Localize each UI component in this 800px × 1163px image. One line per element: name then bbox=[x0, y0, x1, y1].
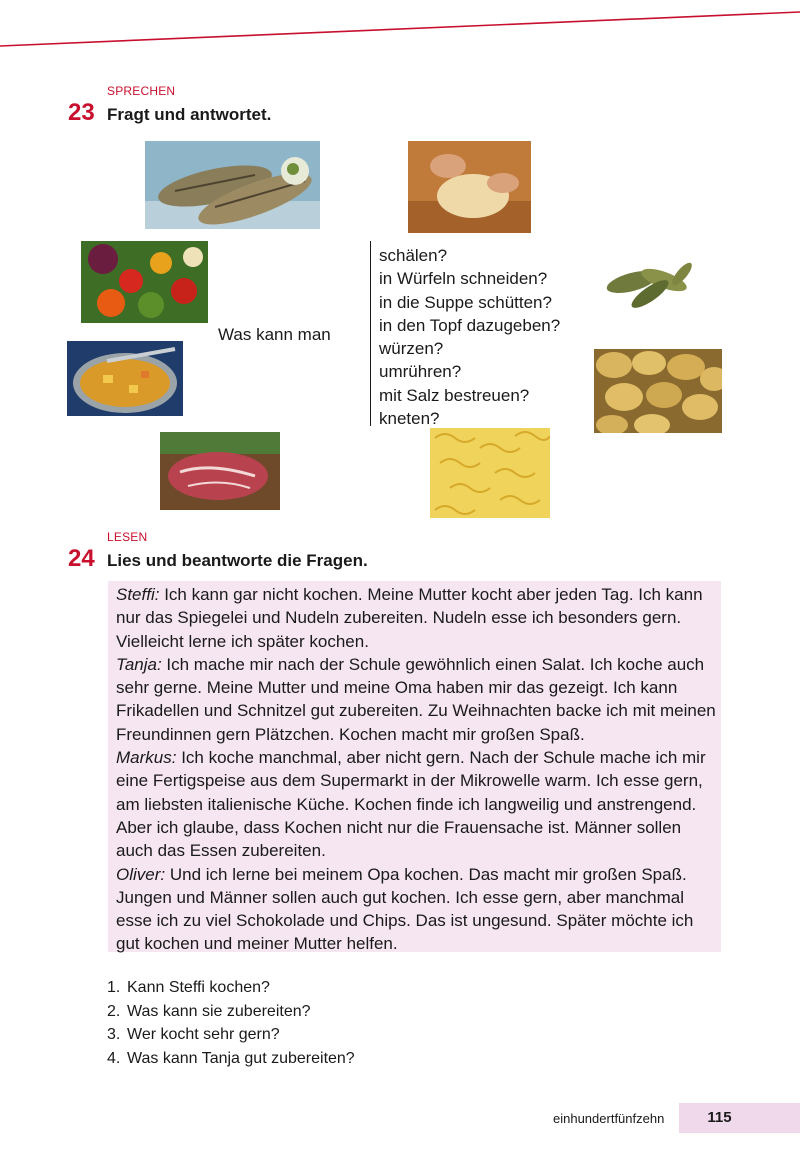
verb-item: würzen? bbox=[379, 339, 444, 359]
vegetables-image bbox=[81, 241, 208, 323]
potatoes-image bbox=[594, 349, 722, 433]
reading-paragraph bbox=[116, 583, 721, 653]
bay-leaves-image bbox=[592, 256, 704, 312]
exercise-24-title: Lies und beantworte die Fragen. bbox=[107, 551, 368, 570]
question-text: Was kann sie zubereiten? bbox=[127, 1002, 311, 1020]
question-number: 2. bbox=[107, 1002, 121, 1020]
question-text: Was kann Tanja gut zubereiten? bbox=[127, 1049, 355, 1067]
verb-item: schälen? bbox=[379, 246, 448, 265]
soup-pot-image bbox=[67, 341, 183, 416]
verb-item: mit Salz bestreuen? bbox=[379, 385, 530, 405]
speaker-name: Tanja: bbox=[116, 654, 162, 674]
exercise-23-title: Fragt und antwortet. bbox=[107, 105, 272, 124]
question-item bbox=[107, 976, 355, 1000]
dough-image bbox=[408, 141, 531, 233]
speaker-name: Steffi: bbox=[116, 585, 160, 604]
speaker-name: Oliver: bbox=[116, 864, 166, 884]
page-number-words: einhundertfünfzehn bbox=[553, 1111, 665, 1126]
pasta-image bbox=[430, 428, 550, 518]
speaker-name: Markus: bbox=[116, 748, 177, 768]
question-list bbox=[107, 976, 355, 1070]
meat-image bbox=[160, 432, 280, 510]
verb-item: in den Topf dazugeben? bbox=[379, 315, 561, 335]
verb-list-divider bbox=[370, 241, 371, 426]
question-item bbox=[107, 1023, 355, 1047]
question-item bbox=[107, 1047, 355, 1071]
question-item bbox=[107, 1000, 355, 1024]
speaker-text: Und ich lerne bei meinem Opa kochen. Das macht mir großen Spaß. Jungen und Männer sollen auch gut kochen. Ich esse gern, aber manchmal esse ich zu viel Schokolade und Chips. Das ist ungesund. Später möchte ich gut kochen und meiner Mutter helfen. bbox=[116, 864, 694, 954]
fish-image bbox=[145, 141, 320, 229]
exercise-23-category: SPRECHEN bbox=[107, 84, 176, 98]
question-number: 3. bbox=[107, 1026, 121, 1043]
verb-list bbox=[379, 244, 560, 430]
reading-text-box bbox=[108, 581, 721, 952]
speaker-text: Ich mache mir nach der Schule gewöhnlich einen Salat. Ich koche auch sehr gerne. Meine Mutter und meine Oma haben mir das gezeigt. Ich kann Frikadellen und Schnitzel gut zubereiten. Zu Weihnachten backe ich mit meinen Freundinnen gern Plätzchen. Kochen macht mir großen Spaß. bbox=[116, 654, 716, 744]
question-text: Kann Steffi kochen? bbox=[127, 979, 270, 996]
speaker-text: Ich koche manchmal, aber nicht gern. Nach der Schule mache ich mir eine Fertigspeise aus dem Supermarkt in der Mikrowelle warm. Ich esse gern, am liebsten italienische Küche. Kochen finde ich langweilig und anstrengend. Aber ich glaube, dass Kochen nicht nur die Frauensache ist. Männer sollen auch das Essen zubereiten. bbox=[116, 748, 706, 861]
question-number: 1. bbox=[107, 979, 121, 996]
header-rule bbox=[0, 0, 800, 60]
reading-paragraph bbox=[116, 863, 721, 956]
exercise-24-number: 24 bbox=[68, 545, 95, 572]
verb-item: in Würfeln schneiden? bbox=[379, 269, 548, 289]
question-text: Wer kocht sehr gern? bbox=[127, 1026, 280, 1043]
exercise-23-number: 23 bbox=[68, 99, 95, 126]
page-number: 115 bbox=[679, 1103, 800, 1133]
verb-item: in die Suppe schütten? bbox=[379, 292, 552, 312]
reading-paragraph bbox=[116, 746, 721, 862]
verb-item: umrühren? bbox=[379, 362, 462, 382]
verb-item: kneten? bbox=[379, 409, 440, 429]
reading-paragraph bbox=[116, 653, 721, 746]
exercise-24-category: LESEN bbox=[107, 530, 148, 544]
center-question-text: Was kann man bbox=[218, 325, 331, 344]
question-number: 4. bbox=[107, 1049, 121, 1067]
speaker-text: Ich kann gar nicht kochen. Meine Mutter kocht aber jeden Tag. Ich kann nur das Spiegelei und Nudeln zubereiten. Nudeln esse ich besonders gern. Vielleicht lerne ich später kochen. bbox=[116, 585, 703, 651]
